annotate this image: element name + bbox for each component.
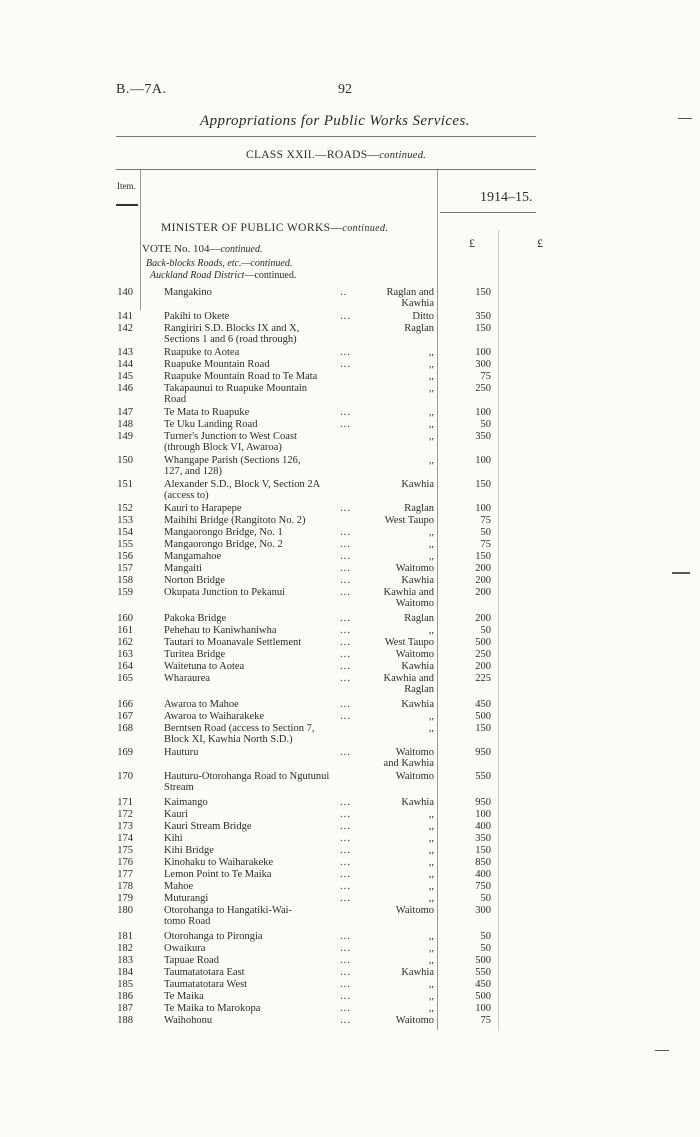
road-name: Owaikura	[164, 943, 206, 954]
leader-dots: ...	[340, 821, 351, 832]
district: West Taupo	[384, 515, 434, 526]
road-name: Wharaurea	[164, 673, 211, 684]
leader-dots: ...	[340, 869, 351, 880]
leader-dots: ...	[340, 527, 351, 538]
vote-heading: VOTE No. 104—continued.	[142, 243, 263, 255]
item-number: 161	[117, 625, 133, 636]
leader-dots: ...	[340, 613, 351, 624]
road-name: Waitetuna to Aotea	[164, 661, 245, 672]
amount: 150	[475, 723, 491, 734]
amount: 350	[475, 833, 491, 844]
district: Kawhia	[401, 699, 434, 710]
road-name: Pakoka Bridge	[164, 613, 227, 624]
item-number: 177	[117, 869, 133, 880]
district: ,,	[428, 931, 434, 942]
district: Kawhia	[401, 479, 434, 490]
district: ,,	[428, 431, 434, 442]
amount: 150	[475, 323, 491, 334]
item-number: 155	[117, 539, 133, 550]
district: ,,	[428, 625, 434, 636]
item-number: 169	[117, 747, 133, 758]
leader-dots: ...	[340, 503, 351, 514]
amount: 150	[475, 287, 491, 298]
district: ,,	[428, 419, 434, 430]
page-number: 92	[338, 82, 352, 97]
item-number: 146	[117, 383, 133, 394]
item-number: 140	[117, 287, 133, 298]
road-name: Mangamahoe	[164, 551, 222, 562]
amount: 200	[475, 661, 491, 672]
road-name: Takapaunui to Ruapuke Mountain Road	[164, 383, 308, 405]
year-header: 1914–15.	[480, 190, 533, 205]
road-name: Muturangi	[164, 893, 209, 904]
item-number: 153	[117, 515, 133, 526]
title-rule	[116, 136, 536, 137]
road-name: Hauturu	[164, 747, 199, 758]
amount: 300	[475, 905, 491, 916]
district: ,,	[428, 371, 434, 382]
district: Raglan	[404, 323, 434, 334]
leader-dots: ...	[340, 587, 351, 598]
item-column-divider	[140, 170, 141, 310]
district: ,,	[428, 711, 434, 722]
amount: 400	[475, 821, 491, 832]
item-number: 178	[117, 881, 133, 892]
amount: 100	[475, 1003, 491, 1014]
road-name: Pakihi to Okete	[164, 311, 230, 322]
leader-dots: ...	[340, 845, 351, 856]
leader-dots: ...	[340, 625, 351, 636]
road-name: Kauri to Harapepe	[164, 503, 242, 514]
road-name: Ruapuke to Aotea	[164, 347, 240, 358]
amount: 200	[475, 575, 491, 586]
amount: 350	[475, 431, 491, 442]
leader-dots: ...	[340, 943, 351, 954]
leader-dots: ...	[340, 359, 351, 370]
leader-dots: ...	[340, 797, 351, 808]
item-number: 147	[117, 407, 133, 418]
road-name: Mangaorongo Bridge, No. 2	[164, 539, 283, 550]
district: ,,	[428, 955, 434, 966]
margin-mark	[672, 572, 690, 574]
amount: 50	[480, 893, 491, 904]
road-name: Kihi	[164, 833, 183, 844]
amount: 550	[475, 967, 491, 978]
amount: 850	[475, 857, 491, 868]
leader-dots: ...	[340, 809, 351, 820]
item-number: 160	[117, 613, 133, 624]
road-name: Alexander S.D., Block V, Section 2A (access to)	[164, 479, 321, 501]
amount: 400	[475, 869, 491, 880]
road-name: Whangape Parish (Sections 126, 127, and 128)	[164, 455, 301, 477]
amount: 225	[475, 673, 491, 684]
district: Kawhia	[401, 797, 434, 808]
item-number: 148	[117, 419, 133, 430]
amount: 350	[475, 311, 491, 322]
item-number: 180	[117, 905, 133, 916]
item-number: 156	[117, 551, 133, 562]
page-title: Appropriations for Public Works Services.	[200, 113, 470, 129]
amount: 50	[480, 931, 491, 942]
item-number: 175	[117, 845, 133, 856]
district: ,,	[428, 809, 434, 820]
amount: 550	[475, 771, 491, 782]
district: ,,	[428, 383, 434, 394]
district: West Taupo	[384, 637, 434, 648]
amount-column-divider-left	[437, 170, 438, 1030]
item-number: 149	[117, 431, 133, 442]
item-number: 158	[117, 575, 133, 586]
subheading-district: Auckland Road District—continued.	[150, 270, 297, 281]
district: Raglan	[404, 613, 434, 624]
district: ,,	[428, 821, 434, 832]
amount: 200	[475, 613, 491, 624]
leader-dots: ...	[340, 955, 351, 966]
amount: 75	[480, 1015, 491, 1026]
table-top-rule	[116, 169, 536, 170]
item-number: 188	[117, 1015, 133, 1026]
item-number: 166	[117, 699, 133, 710]
leader-dots: ...	[340, 747, 351, 758]
leader-dots: ...	[340, 637, 351, 648]
district: Waitomo and Kawhia	[383, 747, 434, 769]
leader-dots: ...	[340, 347, 351, 358]
district: ,,	[428, 857, 434, 868]
district: Kawhia	[401, 967, 434, 978]
district: Kawhia and Waitomo	[383, 587, 434, 609]
minister-heading: MINISTER OF PUBLIC WORKS—continued.	[161, 222, 389, 234]
amount: 100	[475, 347, 491, 358]
amount: 75	[480, 515, 491, 526]
leader-dots: ...	[340, 931, 351, 942]
road-name: Awaroa to Waiharakeke	[164, 711, 265, 722]
amount-column-divider-right	[498, 230, 499, 1030]
item-number: 152	[117, 503, 133, 514]
margin-mark	[655, 1050, 669, 1051]
amount: 500	[475, 991, 491, 1002]
item-number: 184	[117, 967, 133, 978]
item-number: 143	[117, 347, 133, 358]
item-number: 164	[117, 661, 133, 672]
road-name: Berntsen Road (access to Section 7, Block XI, Kawhia North S.D.)	[164, 723, 315, 745]
amount: 950	[475, 747, 491, 758]
road-name: Hauturu-Otorohanga Road to Ngutunui Stream	[164, 771, 330, 793]
item-number: 186	[117, 991, 133, 1002]
district: Kawhia	[401, 661, 434, 672]
district: ,,	[428, 551, 434, 562]
item-number: 167	[117, 711, 133, 722]
road-name: Tautari to Moanavale Settlement	[164, 637, 302, 648]
item-number: 165	[117, 673, 133, 684]
road-name: Te Maika to Marokopa	[164, 1003, 261, 1014]
road-name: Kauri	[164, 809, 188, 820]
district: Waitomo	[395, 905, 434, 916]
amount: 50	[480, 419, 491, 430]
road-name: Ruapuke Mountain Road	[164, 359, 270, 370]
amount: 100	[475, 407, 491, 418]
road-name: Awaroa to Mahoe	[164, 699, 239, 710]
item-number: 144	[117, 359, 133, 370]
road-name: Mangakino	[164, 287, 212, 298]
road-name: Pehehau to Kaniwhaniwha	[164, 625, 277, 636]
road-name: Turitea Bridge	[164, 649, 226, 660]
road-name: Kauri Stream Bridge	[164, 821, 252, 832]
road-name: Lemon Point to Te Maika	[164, 869, 272, 880]
amount: 300	[475, 359, 491, 370]
leader-dots: ...	[340, 575, 351, 586]
district: Waitomo	[395, 771, 434, 782]
amount: 450	[475, 699, 491, 710]
item-number: 163	[117, 649, 133, 660]
road-name: Norton Bridge	[164, 575, 225, 586]
district: ,,	[428, 943, 434, 954]
item-number: 172	[117, 809, 133, 820]
amount: 150	[475, 551, 491, 562]
district: ,,	[428, 1003, 434, 1014]
district: Kawhia and Raglan	[383, 673, 434, 695]
leader-dots: ...	[340, 1003, 351, 1014]
class-heading: CLASS XXII.—ROADS—continued.	[246, 149, 427, 161]
leader-dots: ..	[340, 287, 348, 298]
district: ,,	[428, 845, 434, 856]
item-number: 141	[117, 311, 133, 322]
road-name: Waihohonu	[164, 1015, 213, 1026]
district: ,,	[428, 991, 434, 1002]
road-name: Tapuae Road	[164, 955, 219, 966]
leader-dots: ...	[340, 563, 351, 574]
district: ,,	[428, 881, 434, 892]
road-name: Turner's Junction to West Coast (through Block VI, Awaroa)	[164, 431, 297, 453]
item-number: 157	[117, 563, 133, 574]
amount: 250	[475, 649, 491, 660]
item-underline	[116, 204, 138, 206]
amount: 200	[475, 587, 491, 598]
amount: 150	[475, 479, 491, 490]
road-name: Ruapuke Mountain Road to Te Mata	[164, 371, 318, 382]
district: ,,	[428, 347, 434, 358]
amount: 50	[480, 943, 491, 954]
amount: 100	[475, 503, 491, 514]
item-number: 168	[117, 723, 133, 734]
amount: 75	[480, 539, 491, 550]
item-number: 162	[117, 637, 133, 648]
road-name: Kinohaku to Waiharakeke	[164, 857, 274, 868]
amount: 100	[475, 809, 491, 820]
amount: 450	[475, 979, 491, 990]
road-name: Mangaiti	[164, 563, 202, 574]
document-reference: B.—7A.	[116, 82, 167, 97]
leader-dots: ...	[340, 833, 351, 844]
road-name: Kaimango	[164, 797, 208, 808]
item-number: 174	[117, 833, 133, 844]
road-name: Kihi Bridge	[164, 845, 214, 856]
road-name: Taumatatotara East	[164, 967, 245, 978]
leader-dots: ...	[340, 551, 351, 562]
district: ,,	[428, 455, 434, 466]
item-number: 170	[117, 771, 133, 782]
item-number: 151	[117, 479, 133, 490]
item-number: 142	[117, 323, 133, 334]
item-number: 145	[117, 371, 133, 382]
leader-dots: ...	[340, 673, 351, 684]
district: Waitomo	[395, 563, 434, 574]
item-column-header: Item.	[117, 181, 136, 191]
item-number: 187	[117, 1003, 133, 1014]
leader-dots: ...	[340, 699, 351, 710]
pound-symbol-2: £	[537, 236, 543, 250]
leader-dots: ...	[340, 711, 351, 722]
amount: 250	[475, 383, 491, 394]
amount: 50	[480, 527, 491, 538]
road-name: Rangiriri S.D. Blocks IX and X, Sections 1 and 6 (road through)	[164, 323, 300, 345]
district: Raglan and Kawhia	[386, 287, 434, 309]
item-number: 179	[117, 893, 133, 904]
district: ,,	[428, 359, 434, 370]
leader-dots: ...	[340, 979, 351, 990]
district: Kawhia	[401, 575, 434, 586]
amount: 750	[475, 881, 491, 892]
leader-dots: ...	[340, 967, 351, 978]
amount: 500	[475, 711, 491, 722]
district: ,,	[428, 539, 434, 550]
district: ,,	[428, 979, 434, 990]
item-number: 183	[117, 955, 133, 966]
item-number: 159	[117, 587, 133, 598]
item-number: 185	[117, 979, 133, 990]
item-number: 171	[117, 797, 133, 808]
leader-dots: ...	[340, 857, 351, 868]
road-name: Te Maika	[164, 991, 204, 1002]
district: ,,	[428, 407, 434, 418]
leader-dots: ...	[340, 539, 351, 550]
road-name: Te Mata to Ruapuke	[164, 407, 250, 418]
leader-dots: ...	[340, 419, 351, 430]
item-number: 154	[117, 527, 133, 538]
item-number: 176	[117, 857, 133, 868]
amount: 200	[475, 563, 491, 574]
district: Waitomo	[395, 649, 434, 660]
leader-dots: ...	[340, 1015, 351, 1026]
road-name: Otorohanga to Pirongia	[164, 931, 263, 942]
district: Ditto	[412, 311, 434, 322]
item-number: 150	[117, 455, 133, 466]
leader-dots: ...	[340, 991, 351, 1002]
district: ,,	[428, 893, 434, 904]
margin-mark	[678, 118, 692, 119]
pound-symbol-1: £	[469, 236, 475, 250]
year-rule	[440, 212, 536, 213]
item-number: 173	[117, 821, 133, 832]
amount: 500	[475, 637, 491, 648]
district: ,,	[428, 723, 434, 734]
leader-dots: ...	[340, 311, 351, 322]
subheading-back-blocks: Back-blocks Roads, etc.—continued.	[146, 258, 293, 269]
leader-dots: ...	[340, 661, 351, 672]
road-name: Okupata Junction to Pekanui	[164, 587, 286, 598]
amount: 150	[475, 845, 491, 856]
item-number: 181	[117, 931, 133, 942]
road-name: Maihihi Bridge (Rangitoto No. 2)	[164, 515, 306, 526]
amount: 75	[480, 371, 491, 382]
district: ,,	[428, 833, 434, 844]
district: Waitomo	[395, 1015, 434, 1026]
road-name: Taumatatotara West	[164, 979, 248, 990]
amount: 50	[480, 625, 491, 636]
amount: 950	[475, 797, 491, 808]
road-name: Mangaorongo Bridge, No. 1	[164, 527, 283, 538]
leader-dots: ...	[340, 407, 351, 418]
road-name: Otorohanga to Hangatiki-Wai- tomo Road	[164, 905, 293, 927]
district: ,,	[428, 869, 434, 880]
amount: 500	[475, 955, 491, 966]
road-name: Mahoe	[164, 881, 194, 892]
district: Raglan	[404, 503, 434, 514]
leader-dots: ...	[340, 881, 351, 892]
road-name: Te Uku Landing Road	[164, 419, 258, 430]
district: ,,	[428, 527, 434, 538]
leader-dots: ...	[340, 649, 351, 660]
item-number: 182	[117, 943, 133, 954]
amount: 100	[475, 455, 491, 466]
leader-dots: ...	[340, 893, 351, 904]
